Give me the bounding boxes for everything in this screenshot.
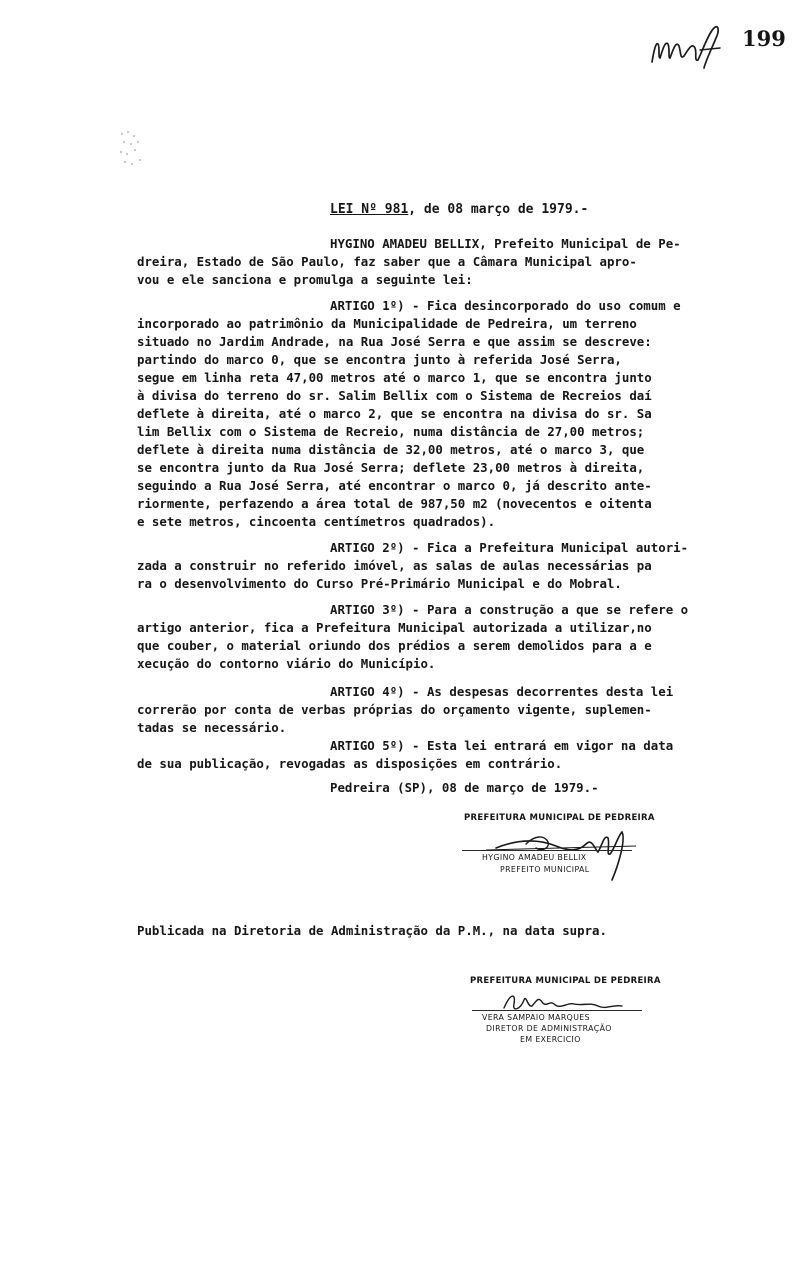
article-1-line: deflete à direita, até o marco 2, que se encontra na divisa do sr. Sa [137, 406, 652, 421]
article-4-line: tadas se necessário. [137, 720, 287, 735]
article-1-line: à divisa do terreno do sr. Salim Bellix com o Sistema de Recreios daí [137, 388, 652, 403]
mayor-stamp-org: PREFEITURA MUNICIPAL DE PEDREIRA [464, 813, 655, 823]
director-stamp-name: VERA SAMPAIO MARQUES [482, 1013, 590, 1022]
margin-dots-decoration [118, 128, 148, 178]
director-stamp-org: PREFEITURA MUNICIPAL DE PEDREIRA [470, 976, 661, 986]
director-signature-line [472, 1010, 642, 1011]
article-1-line: deflete à direita numa distância de 32,00 metros, até o marco 3, que [137, 442, 645, 457]
article-1-line: incorporado ao patrimônio da Municipalidade de Pedreira, um terreno [137, 316, 637, 331]
article-1-line: riormente, perfazendo a área total de 987,50 m2 (novecentos e oitenta [137, 496, 652, 511]
mayor-stamp-name: HYGINO AMADEU BELLIX [482, 853, 587, 862]
article-1-line: se encontra junto da Rua José Serra; deflete 23,00 metros à direita, [137, 460, 645, 475]
article-1-line: segue em linha reta 47,00 metros até o marco 1, que se encontra junto [137, 370, 652, 385]
article-2-line: ra o desenvolvimento do Curso Pré-Primário Municipal e do Mobral. [137, 576, 622, 591]
article-4-line: correrão por conta de verbas próprias do orçamento vigente, suplemen- [137, 702, 652, 717]
article-3-line: xecução do contorno viário do Município. [137, 656, 436, 671]
article-2-line: ARTIGO 2º) - Fica a Prefeitura Municipal autori- [330, 540, 689, 555]
article-5-line: de sua publicação, revogadas as disposições em contrário. [137, 756, 563, 771]
article-1-line: lim Bellix com o Sistema de Recreio, numa distância de 27,00 metros; [137, 424, 645, 439]
law-date: , de 08 março de 1979.- [408, 202, 589, 217]
article-1-line: seguindo a Rua José Serra, até encontrar o marco 0, já descrito ante- [137, 478, 652, 493]
place-date: Pedreira (SP), 08 de março de 1979.- [330, 780, 599, 795]
director-stamp-role: DIRETOR DE ADMINISTRAÇÃO [486, 1024, 612, 1033]
publication-note: Publicada na Diretoria de Administração da P.M., na data supra. [137, 923, 607, 938]
preamble-line: HYGINO AMADEU BELLIX, Prefeito Municipal de Pe- [330, 236, 681, 251]
article-1-line: ARTIGO 1º) - Fica desincorporado do uso comum e [330, 298, 681, 313]
law-number: LEI Nº 981 [330, 202, 409, 217]
article-1-line: situado no Jardim Andrade, na Rua José Serra e que assim se descreve: [137, 334, 652, 349]
article-3-line: que couber, o material oriundo dos prédios a serem demolidos para a e [137, 638, 652, 653]
article-4-line: ARTIGO 4º) - As despesas decorrentes desta lei [330, 684, 674, 699]
law-title [330, 202, 588, 217]
article-3-line: artigo anterior, fica a Prefeitura Municipal autorizada a utilizar,no [137, 620, 652, 635]
article-1-line: partindo do marco 0, que se encontra junto à referida José Serra, [137, 352, 622, 367]
preamble-line: dreira, Estado de São Paulo, faz saber que a Câmara Municipal apro- [137, 254, 637, 269]
page-number: 199 [742, 26, 786, 51]
director-stamp-status: EM EXERCICIO [520, 1035, 581, 1044]
mayor-signature-line [462, 850, 632, 851]
handwritten-initials-icon [648, 22, 733, 72]
article-2-line: zada a construir no referido imóvel, as salas de aulas necessárias pa [137, 558, 652, 573]
article-5-line: ARTIGO 5º) - Esta lei entrará em vigor na data [330, 738, 674, 753]
preamble-line: vou e ele sanciona e promulga a seguinte lei: [137, 272, 473, 287]
mayor-stamp-role: PREFEITO MUNICIPAL [500, 865, 590, 874]
article-3-line: ARTIGO 3º) - Para a construção a que se refere o [330, 602, 689, 617]
article-1-line: e sete metros, cincoenta centímetros quadrados). [137, 514, 496, 529]
